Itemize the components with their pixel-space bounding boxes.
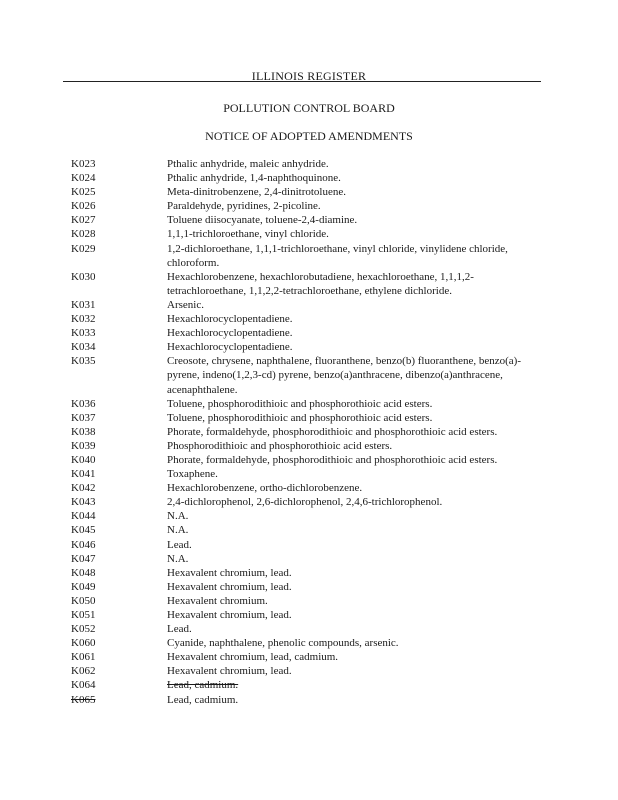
- hazardous-constituents: Hexavalent chromium, lead.: [167, 566, 292, 579]
- waste-code-row: [71, 636, 551, 650]
- hazardous-constituents: Lead, cadmium.: [167, 693, 239, 706]
- waste-code-row: [71, 298, 551, 312]
- hazardous-constituents: 1,1,1-trichloroethane, vinyl chloride.: [167, 228, 329, 241]
- waste-code-row: [71, 509, 551, 523]
- hazardous-constituents: Hexavalent chromium, lead.: [167, 580, 292, 593]
- waste-code: K029: [71, 242, 96, 255]
- waste-code-row: [71, 439, 551, 453]
- waste-code: K034: [71, 341, 96, 354]
- hazardous-constituents: Paraldehyde, pyridines, 2-picoline.: [167, 200, 321, 213]
- waste-code: K031: [71, 298, 96, 311]
- hazardous-constituents: N.A.: [167, 552, 189, 565]
- waste-code: K052: [71, 623, 96, 636]
- waste-code-row: [71, 397, 551, 411]
- hazardous-constituents: Phorate, formaldehyde, phosphorodithioic and phosphorothioic acid esters.: [167, 425, 498, 438]
- waste-code-row: [71, 650, 551, 664]
- hazardous-constituents: Hexachlorobenzene, hexachlorobutadiene, hexachloroethane, 1,1,1,2-tetrachloroethane, 1,1,2,2-tetrachloroethane, ethylene dichloride.: [167, 270, 474, 297]
- hazardous-constituents: 1,2-dichloroethane, 1,1,1-trichloroethane, vinyl chloride, vinylidene chloride, chloroform.: [167, 242, 508, 269]
- hazardous-constituents: Lead, cadmium.: [167, 679, 239, 692]
- waste-code-row: [71, 538, 551, 552]
- waste-code: K035: [71, 355, 96, 368]
- waste-code: K046: [71, 538, 96, 551]
- waste-code-row: [71, 312, 551, 326]
- waste-code-row: [71, 242, 551, 270]
- waste-code: K038: [71, 425, 96, 438]
- register-title: ILLINOIS REGISTER: [251, 69, 367, 83]
- waste-code-row: [71, 566, 551, 580]
- waste-code: K023: [71, 158, 96, 170]
- waste-code: K039: [71, 439, 96, 452]
- waste-code-row: [71, 467, 551, 481]
- waste-code: K030: [71, 270, 96, 283]
- hazardous-constituents: Hexachlorocyclopentadiene.: [167, 313, 293, 326]
- waste-code: K045: [71, 524, 96, 537]
- hazardous-constituents: Lead.: [167, 623, 192, 636]
- waste-code-row: [71, 227, 551, 241]
- waste-code: K037: [71, 411, 96, 424]
- waste-code-row: [71, 213, 551, 227]
- waste-code: K065: [71, 693, 96, 706]
- waste-code: K032: [71, 313, 96, 326]
- waste-code: K025: [71, 186, 96, 199]
- waste-code-row: [71, 523, 551, 537]
- hazardous-constituents: Lead.: [167, 538, 192, 551]
- waste-code: K062: [71, 665, 96, 678]
- waste-code-list: [71, 157, 551, 707]
- waste-code: K026: [71, 200, 96, 213]
- waste-code-row: [71, 453, 551, 467]
- hazardous-constituents: 2,4-dichlorophenol, 2,6-dichlorophenol, 2,4,6-trichlorophenol.: [167, 496, 443, 509]
- hazardous-constituents: N.A.: [167, 510, 189, 523]
- waste-code: K061: [71, 651, 96, 664]
- waste-code: K064: [71, 679, 96, 692]
- hazardous-constituents: Hexachlorocyclopentadiene.: [167, 341, 293, 354]
- hazardous-constituents: Hexachlorobenzene, ortho-dichlorobenzene.: [167, 482, 363, 495]
- waste-code-row: [71, 622, 551, 636]
- hazardous-constituents: Toxaphene.: [167, 468, 218, 481]
- waste-code-row: [71, 608, 551, 622]
- waste-code-row: [71, 693, 551, 707]
- waste-code-row: [71, 425, 551, 439]
- hazardous-constituents: Toluene, phosphorodithioic and phosphorothioic acid esters.: [167, 397, 433, 410]
- waste-code-row: [71, 340, 551, 354]
- waste-code: K040: [71, 453, 96, 466]
- waste-code-row: [71, 495, 551, 509]
- waste-code-row: [71, 171, 551, 185]
- waste-code-row: [71, 594, 551, 608]
- hazardous-constituents: Creosote, chrysene, naphthalene, fluoranthene, benzo(b) fluoranthene, benzo(a)-pyrene, indeno(1,2,3-cd) pyrene, benzo(a)anthracene, dibenzo(a)anthracene, acenaphthalene.: [167, 355, 521, 396]
- hazardous-constituents: Hexachlorocyclopentadiene.: [167, 327, 293, 340]
- waste-code: K049: [71, 580, 96, 593]
- waste-code: K033: [71, 327, 96, 340]
- waste-code: K028: [71, 228, 96, 241]
- waste-code: K041: [71, 468, 96, 481]
- waste-code-row: [71, 270, 551, 298]
- waste-code: K050: [71, 594, 96, 607]
- waste-code-row: [71, 411, 551, 425]
- waste-code-row: [71, 326, 551, 340]
- hazardous-constituents: Hexavalent chromium, lead.: [167, 609, 292, 621]
- header-rule: [63, 81, 541, 82]
- waste-code-row: [71, 354, 551, 396]
- hazardous-constituents: Toluene diisocyanate, toluene-2,4-diamine.: [167, 214, 358, 227]
- hazardous-constituents: Hexavalent chromium.: [167, 594, 268, 607]
- waste-code-row: [71, 664, 551, 678]
- waste-code-row: [71, 481, 551, 495]
- waste-code: K043: [71, 496, 96, 509]
- hazardous-constituents: Toluene, phosphorodithioic and phosphorothioic acid esters.: [167, 411, 433, 424]
- waste-code-row: [71, 552, 551, 566]
- waste-code: K051: [71, 609, 96, 621]
- waste-code-row: [71, 157, 551, 171]
- hazardous-constituents: Phosphorodithioic and phosphorothioic acid esters.: [167, 439, 393, 452]
- hazardous-constituents: Phorate, formaldehyde, phosphorodithioic and phosphorothioic acid esters.: [167, 453, 498, 466]
- hazardous-constituents: Cyanide, naphthalene, phenolic compounds, arsenic.: [167, 637, 399, 650]
- hazardous-constituents: Hexavalent chromium, lead, cadmium.: [167, 651, 339, 664]
- waste-code-row: [71, 185, 551, 199]
- hazardous-constituents: Meta-dinitrobenzene, 2,4-dinitrotoluene.: [167, 186, 346, 199]
- waste-code: K027: [71, 214, 96, 227]
- waste-code-row: [71, 199, 551, 213]
- hazardous-constituents: N.A.: [167, 524, 189, 537]
- hazardous-constituents: Pthalic anhydride, 1,4-naphthoquinone.: [167, 172, 341, 185]
- waste-code: K048: [71, 566, 96, 579]
- notice-title: NOTICE OF ADOPTED AMENDMENTS: [205, 129, 413, 143]
- waste-code: K042: [71, 482, 96, 495]
- waste-code: K036: [71, 397, 96, 410]
- board-title: POLLUTION CONTROL BOARD: [223, 101, 395, 115]
- hazardous-constituents: Hexavalent chromium, lead.: [167, 665, 292, 678]
- waste-code: K047: [71, 552, 96, 565]
- hazardous-constituents: Pthalic anhydride, maleic anhydride.: [167, 158, 329, 170]
- waste-code: K044: [71, 510, 96, 523]
- waste-code-row: [71, 678, 551, 692]
- hazardous-constituents: Arsenic.: [167, 298, 204, 311]
- waste-code-row: [71, 580, 551, 594]
- waste-code: K060: [71, 637, 96, 650]
- waste-code: K024: [71, 172, 96, 185]
